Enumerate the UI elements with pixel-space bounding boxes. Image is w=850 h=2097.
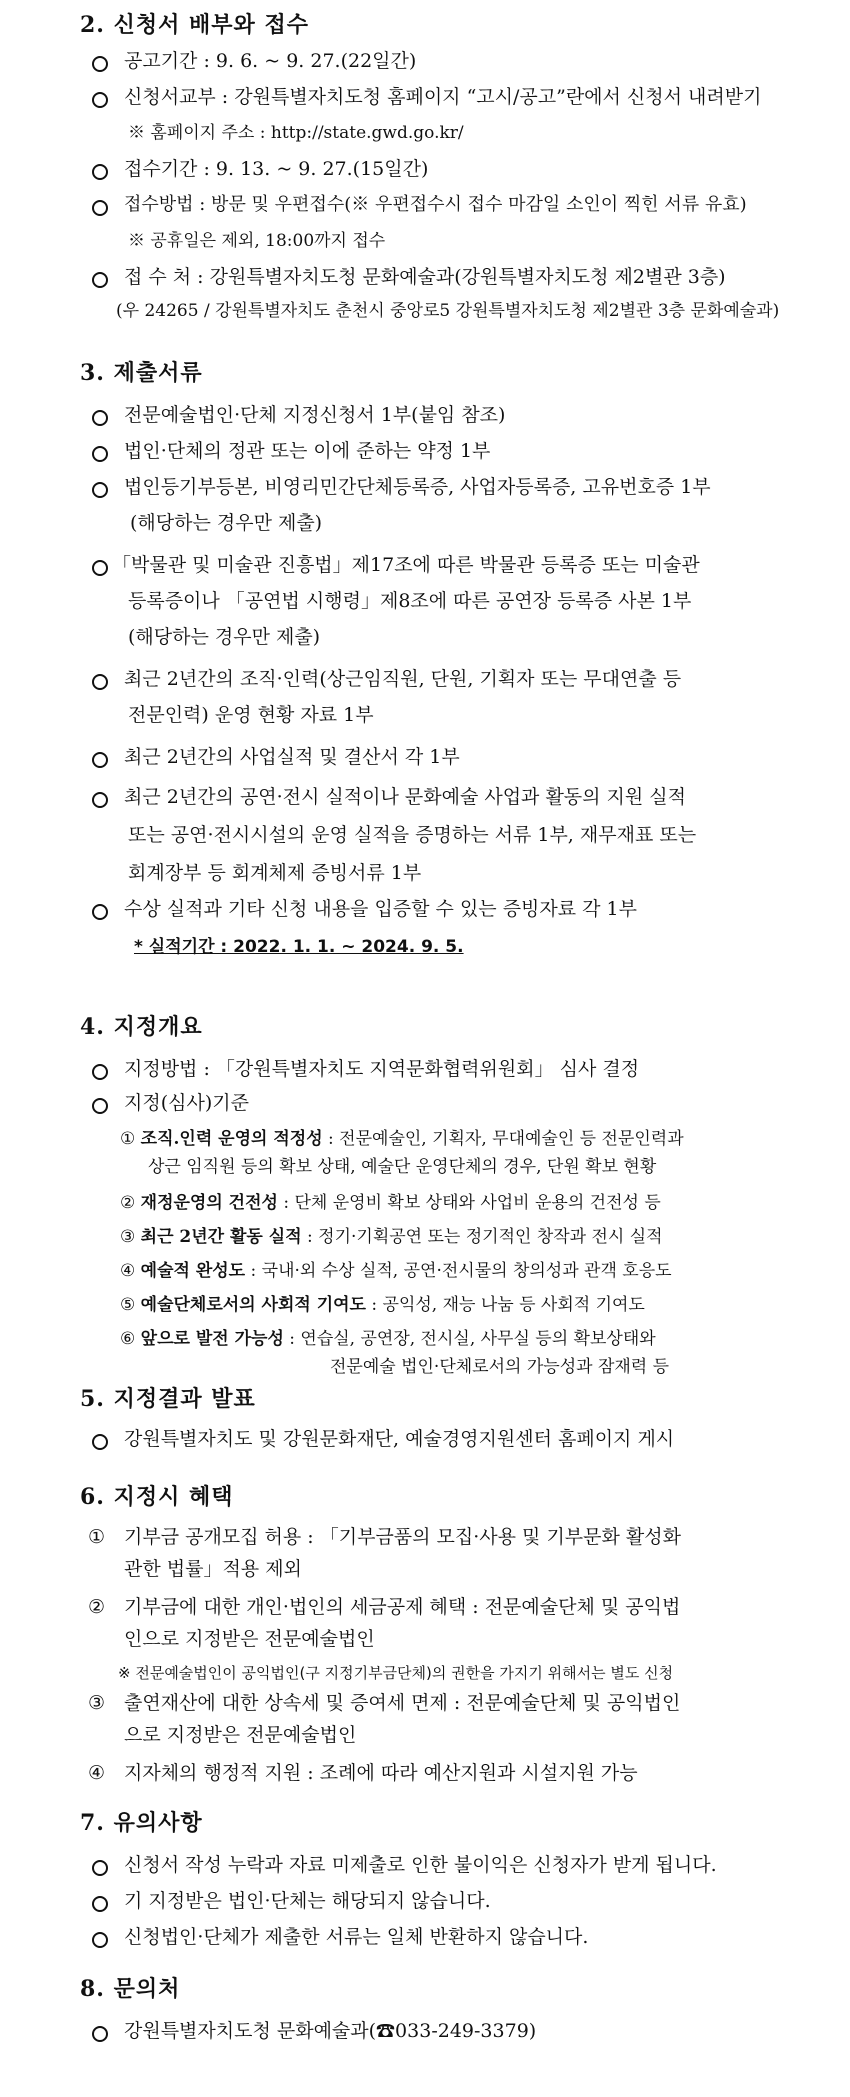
bullet-circle-icon xyxy=(92,1434,108,1450)
s3-item-7-line3: 회계장부 등 회계체제 증빙서류 1부 xyxy=(128,862,422,884)
s2-item-2: 신청서교부 : 강원특별자치도청 홈페이지 “고시/공고”란에서 신청서 내려받기 xyxy=(124,86,762,108)
s3-item-7-line2: 또는 공연·전시시설의 운영 실적을 증명하는 서류 1부, 재무재표 또는 xyxy=(128,824,697,846)
bullet-circle-icon xyxy=(92,164,108,180)
criterion-1-head: 조직.인력 운영의 적정성 xyxy=(140,1129,323,1149)
s7-item-2: 기 지정받은 법인·단체는 해당되지 않습니다. xyxy=(124,1890,491,1912)
s2-item-4: 접수방법 : 방문 및 우편접수(※ 우편접수시 접수 마감일 소인이 찍힌 서류 유효) xyxy=(124,194,747,215)
s3-item-3: 법인등기부등본, 비영리민간단체등록증, 사업자등록증, 고유번호증 1부 xyxy=(124,476,711,498)
s3-item-5-line2: 전문인력) 운영 현황 자료 1부 xyxy=(128,704,374,726)
s7-item-1: 신청서 작성 누락과 자료 미제출로 인한 불이익은 신청자가 받게 됩니다. xyxy=(124,1854,717,1876)
criterion-6-text: : 연습실, 공연장, 전시실, 사무실 등의 확보상태와 xyxy=(283,1329,656,1349)
bullet-circle-icon xyxy=(92,1064,108,1080)
s2-item-1: 공고기간 : 9. 6. ~ 9. 27.(22일간) xyxy=(124,50,417,72)
criterion-1-cont: 상근 임직원 등의 확보 상태, 예술단 운영단체의 경우, 단원 확보 현황 xyxy=(148,1157,657,1177)
bullet-circle-icon xyxy=(92,904,108,920)
criterion-1 xyxy=(120,1126,684,1152)
s4-method: 지정방법 : 「강원특별자치도 지역문화협력위원회」 심사 결정 xyxy=(124,1058,640,1080)
benefit-1-num: ① xyxy=(88,1526,106,1548)
bullet-circle-icon xyxy=(92,200,108,216)
criterion-1-text: : 전문예술인, 기획자, 무대예술인 등 전문인력과 xyxy=(322,1129,684,1149)
criterion-2-text: : 단체 운영비 확보 상태와 사업비 운용의 건전성 등 xyxy=(277,1193,661,1213)
bullet-circle-icon xyxy=(92,674,108,690)
s3-item-4-line1: 「박물관 및 미술관 진흥법」제17조에 따른 박물관 등록증 또는 미술관 xyxy=(112,554,700,576)
bullet-circle-icon xyxy=(92,2026,108,2042)
criterion-1-num: ① xyxy=(120,1129,136,1149)
criterion-6 xyxy=(120,1326,656,1352)
criterion-6-cont: 전문예술 법인·단체로서의 가능성과 잠재력 등 xyxy=(330,1357,670,1377)
s3-item-4-line2: 등록증이나 「공연법 시행령」제8조에 따른 공연장 등록증 사본 1부 xyxy=(128,590,692,612)
criterion-5 xyxy=(120,1292,645,1318)
criterion-2 xyxy=(120,1190,661,1216)
section-6-title: 6. 지정시 혜택 xyxy=(80,1484,234,1510)
benefit-1-line1: 기부금 공개모집 허용 : 「기부금품의 모집·사용 및 기부문화 활성화 xyxy=(124,1526,681,1548)
benefit-4-num: ④ xyxy=(88,1762,106,1784)
s2-homepage-note: ※ 홈페이지 주소 : http://state.gwd.go.kr/ xyxy=(128,123,464,143)
bullet-circle-icon xyxy=(92,1098,108,1114)
criterion-3-text: : 정기·기획공연 또는 정기적인 창작과 전시 실적 xyxy=(301,1227,663,1247)
s3-item-7-line1: 최근 2년간의 공연·전시 실적이나 문화예술 사업과 활동의 지원 실적 xyxy=(124,786,687,808)
s3-item-5-line1: 최근 2년간의 조직·인력(상근임직원, 단원, 기획자 또는 무대연출 등 xyxy=(124,668,682,690)
bullet-circle-icon xyxy=(92,1860,108,1876)
benefit-2-line2: 인으로 지정받은 전문예술법인 xyxy=(124,1628,375,1650)
criterion-3 xyxy=(120,1224,663,1250)
bullet-circle-icon xyxy=(92,560,108,576)
criterion-5-text: : 공익성, 재능 나눔 등 사회적 기여도 xyxy=(365,1295,645,1315)
s4-criteria: 지정(심사)기준 xyxy=(124,1092,249,1114)
benefit-2-line1: 기부금에 대한 개인·법인의 세금공제 혜택 : 전문예술단체 및 공익법 xyxy=(124,1596,681,1618)
bullet-circle-icon xyxy=(92,1896,108,1912)
bullet-circle-icon xyxy=(92,752,108,768)
s3-item-3-note: (해당하는 경우만 제출) xyxy=(130,512,323,534)
criterion-4-head: 예술적 완성도 xyxy=(140,1261,246,1281)
s3-item-4-note: (해당하는 경우만 제출) xyxy=(128,626,321,648)
benefit-3-line2: 으로 지정받은 전문예술법인 xyxy=(124,1724,357,1746)
benefit-2-num: ② xyxy=(88,1596,106,1618)
bullet-circle-icon xyxy=(92,56,108,72)
s2-item-5: 접 수 처 : 강원특별자치도청 문화예술과(강원특별자치도청 제2별관 3층) xyxy=(124,266,726,288)
criterion-6-num: ⑥ xyxy=(120,1329,136,1349)
benefit-1-line2: 관한 법률」적용 제외 xyxy=(124,1558,302,1580)
s8-item-1: 강원특별자치도청 문화예술과(☎033-249-3379) xyxy=(124,2020,537,2042)
benefit-3-num: ③ xyxy=(88,1692,106,1714)
benefit-3-line1: 출연재산에 대한 상속세 및 증여세 면제 : 전문예술단체 및 공익법인 xyxy=(124,1692,681,1714)
bullet-circle-icon xyxy=(92,410,108,426)
section-2-title: 2. 신청서 배부와 접수 xyxy=(80,12,309,38)
bullet-circle-icon xyxy=(92,792,108,808)
benefit-2-note: ※ 전문예술법인이 공익법인(구 지정기부금단체)의 권한을 가지기 위해서는 별도 신청 xyxy=(118,1664,674,1682)
section-7-title: 7. 유의사항 xyxy=(80,1810,203,1836)
section-8-title: 8. 문의처 xyxy=(80,1976,181,2002)
bullet-circle-icon xyxy=(92,272,108,288)
bullet-circle-icon xyxy=(92,92,108,108)
criterion-3-head: 최근 2년간 활동 실적 xyxy=(140,1227,302,1247)
s3-item-8: 수상 실적과 기타 신청 내용을 입증할 수 있는 증빙자료 각 1부 xyxy=(124,898,637,920)
s7-item-3: 신청법인·단체가 제출한 서류는 일체 반환하지 않습니다. xyxy=(124,1926,589,1948)
s3-item-6: 최근 2년간의 사업실적 및 결산서 각 1부 xyxy=(124,746,460,768)
s2-holiday-note: ※ 공휴일은 제외, 18:00까지 접수 xyxy=(128,231,386,251)
criterion-4 xyxy=(120,1258,672,1284)
section-4-title: 4. 지정개요 xyxy=(80,1014,203,1040)
s2-address: (우 24265 / 강원특별자치도 춘천시 중앙로5 강원특별자치도청 제2별관 3층 문화예술과) xyxy=(116,301,780,321)
criterion-2-head: 재정운영의 건전성 xyxy=(140,1193,278,1213)
criterion-6-head: 앞으로 발전 가능성 xyxy=(140,1329,284,1349)
s3-item-1: 전문예술법인·단체 지정신청서 1부(붙임 참조) xyxy=(124,404,506,426)
bullet-circle-icon xyxy=(92,446,108,462)
criterion-4-text: : 국내·외 수상 실적, 공연·전시물의 창의성과 관객 호응도 xyxy=(245,1261,672,1281)
criterion-2-num: ② xyxy=(120,1193,136,1213)
criterion-5-head: 예술단체로서의 사회적 기여도 xyxy=(140,1295,366,1315)
section-5-title: 5. 지정결과 발표 xyxy=(80,1386,256,1412)
criterion-5-num: ⑤ xyxy=(120,1295,136,1315)
bullet-circle-icon xyxy=(92,482,108,498)
bullet-circle-icon xyxy=(92,1932,108,1948)
section-3-title: 3. 제출서류 xyxy=(80,360,203,386)
s5-item-1: 강원특별자치도 및 강원문화재단, 예술경영지원센터 홈페이지 게시 xyxy=(124,1428,675,1450)
s3-period-note: * 실적기간 : 2022. 1. 1. ~ 2024. 9. 5. xyxy=(134,937,464,957)
benefit-4-line1: 지자체의 행정적 지원 : 조례에 따라 예산지원과 시설지원 가능 xyxy=(124,1762,638,1784)
criterion-3-num: ③ xyxy=(120,1227,136,1247)
s3-item-2: 법인·단체의 정관 또는 이에 준하는 약정 1부 xyxy=(124,440,491,462)
criterion-4-num: ④ xyxy=(120,1261,136,1281)
s2-item-3: 접수기간 : 9. 13. ~ 9. 27.(15일간) xyxy=(124,158,429,180)
